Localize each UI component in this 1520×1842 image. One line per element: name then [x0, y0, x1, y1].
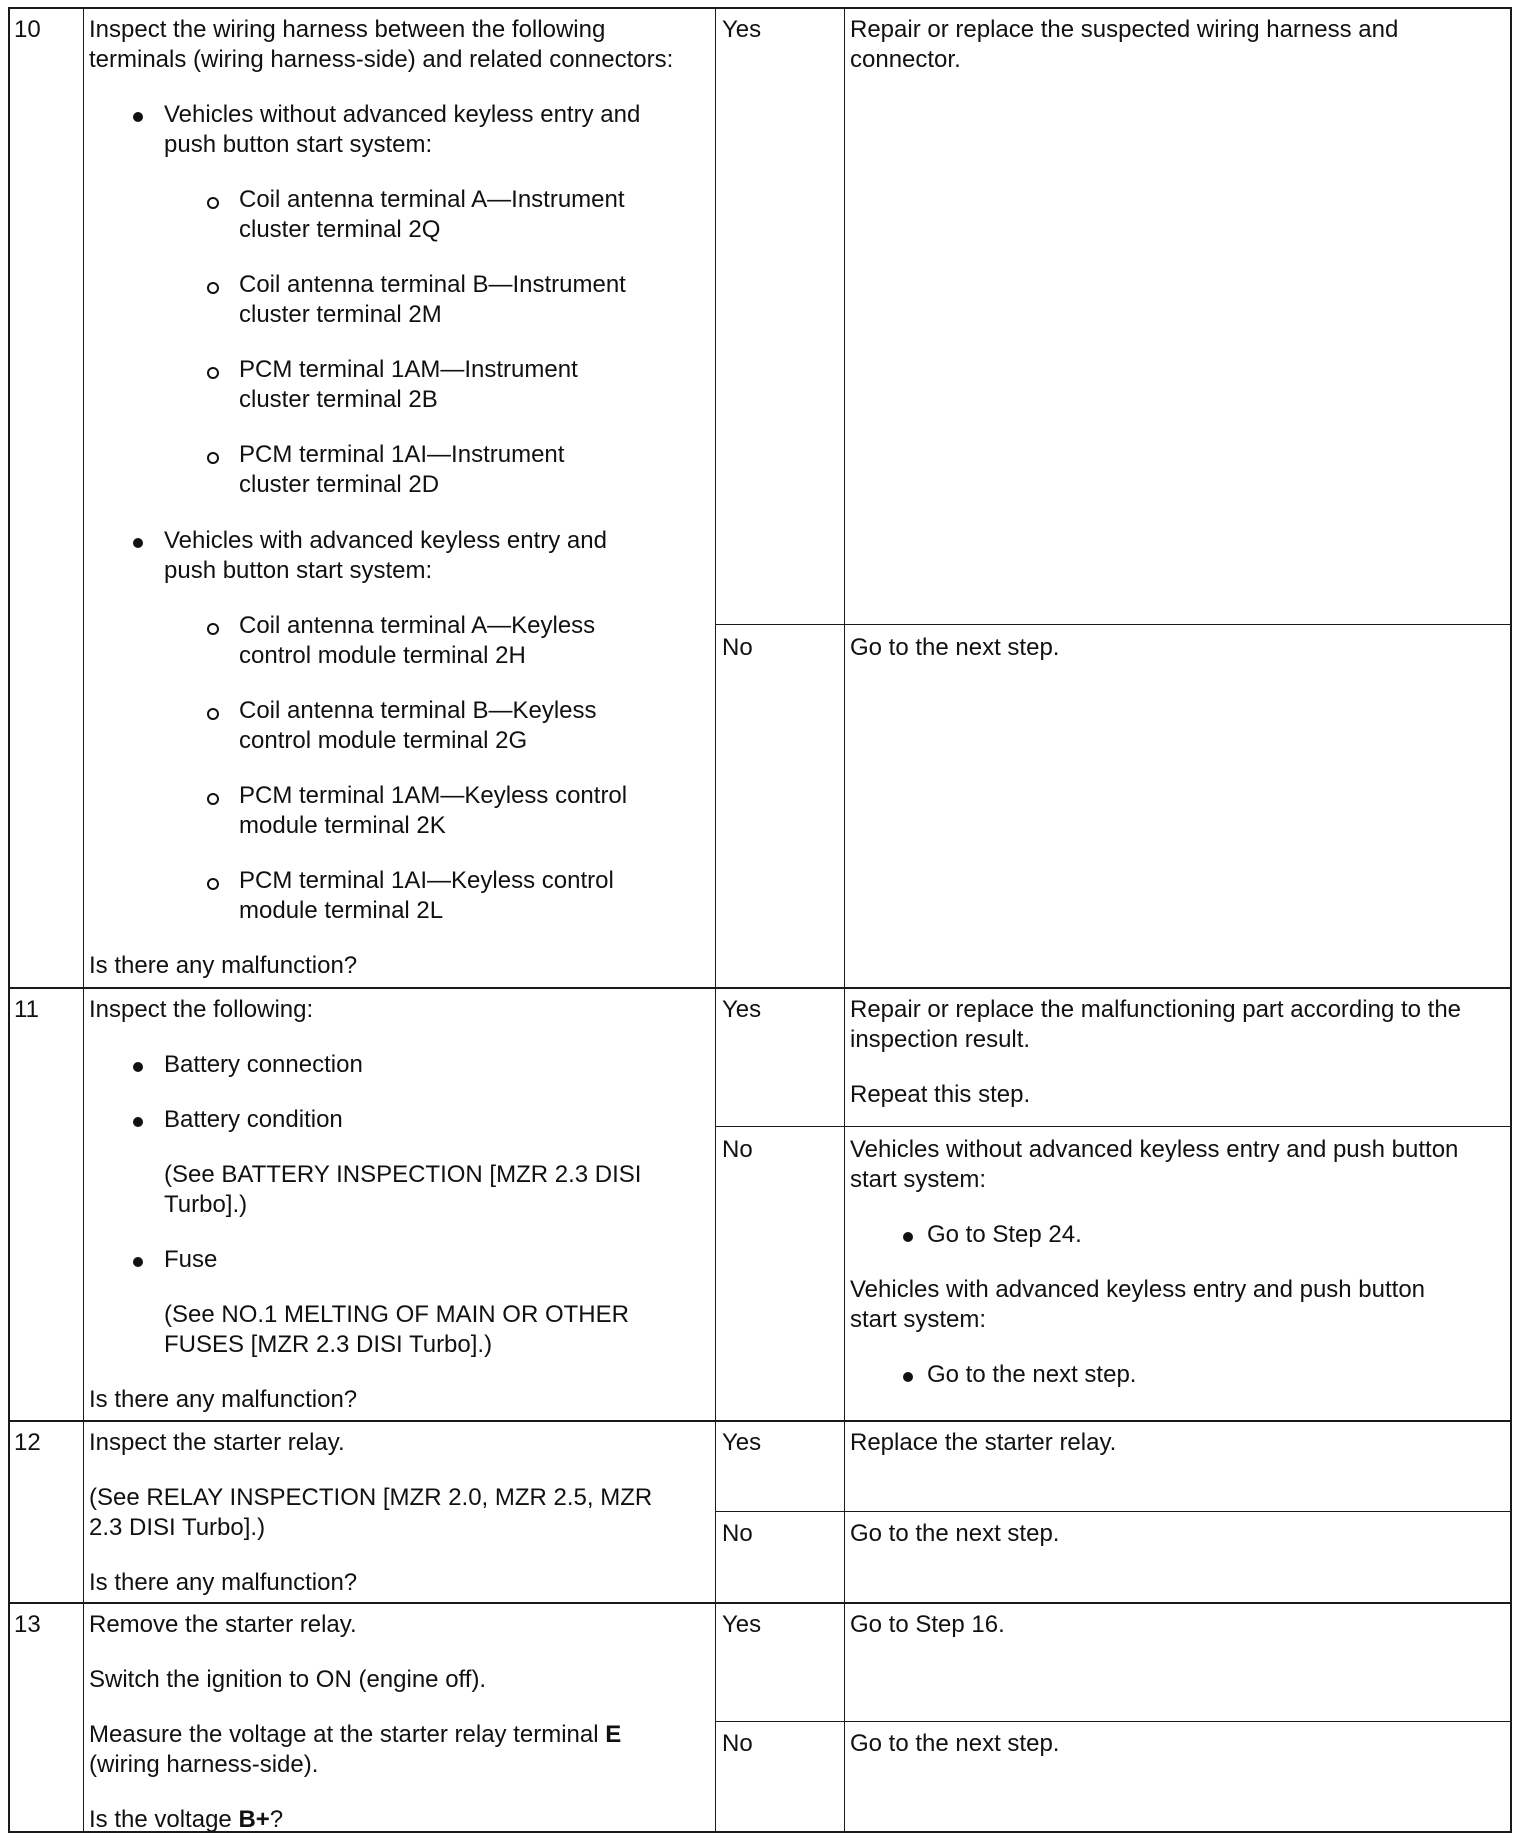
- yes-label: Yes: [722, 16, 762, 43]
- no-action: Go to the next step.: [927, 1361, 1137, 1388]
- inspect-text: Inspect the starter relay.: [89, 1429, 345, 1456]
- step-number: 12: [14, 1429, 41, 1456]
- yes-label: Yes: [722, 1429, 762, 1456]
- question: [89, 1805, 283, 1835]
- question: Is there any malfunction?: [89, 1386, 358, 1413]
- question: Is there any malfunction?: [89, 952, 358, 979]
- row-divider: [10, 1420, 1512, 1422]
- terminal-pair: control module terminal 2H: [239, 642, 526, 669]
- inspect-text-part: Measure the voltage at the starter relay terminal: [89, 1721, 606, 1748]
- group-heading: push button start system:: [164, 131, 433, 158]
- row-divider: [10, 987, 1512, 989]
- circle-bullet-icon: [207, 197, 219, 209]
- no-action: Vehicles without advanced keyless entry and push button: [850, 1136, 1459, 1163]
- reference-text: FUSES [MZR 2.3 DISI Turbo].): [164, 1331, 493, 1358]
- no-action: Go to the next step.: [850, 1730, 1060, 1757]
- terminal-pair: Coil antenna terminal A—Instrument: [239, 186, 625, 213]
- terminal-pair: cluster terminal 2Q: [239, 216, 441, 243]
- no-action: Vehicles with advanced keyless entry and push button: [850, 1276, 1426, 1303]
- terminal-pair: cluster terminal 2B: [239, 386, 438, 413]
- inspect-text: Remove the starter relay.: [89, 1611, 357, 1638]
- inspect-text: [89, 1720, 621, 1750]
- inspect-text: terminals (wiring harness-side) and related connectors:: [89, 46, 674, 73]
- yes-no-divider: [715, 1126, 1512, 1127]
- reference-text: (See RELAY INSPECTION [MZR 2.0, MZR 2.5, MZR: [89, 1484, 653, 1511]
- column-divider: [715, 9, 716, 1833]
- terminal-pair: Coil antenna terminal A—Keyless: [239, 612, 596, 639]
- yes-action: connector.: [850, 46, 961, 73]
- bullet-icon: [903, 1372, 913, 1382]
- diagnostic-table: [8, 7, 1512, 1833]
- circle-bullet-icon: [207, 708, 219, 720]
- inspect-item: Battery condition: [164, 1106, 343, 1133]
- no-label: No: [722, 634, 753, 661]
- reference-text: (See BATTERY INSPECTION [MZR 2.3 DISI: [164, 1161, 642, 1188]
- terminal-pair: PCM terminal 1AM—Instrument: [239, 356, 578, 383]
- group-heading: Vehicles without advanced keyless entry and: [164, 101, 641, 128]
- circle-bullet-icon: [207, 367, 219, 379]
- yes-action: Repair or replace the malfunctioning part according to the: [850, 996, 1462, 1023]
- yes-no-divider: [715, 1511, 1512, 1512]
- no-action: Go to the next step.: [850, 1520, 1060, 1547]
- yes-no-divider: [715, 624, 1512, 625]
- yes-action: inspection result.: [850, 1026, 1031, 1053]
- yes-action: Replace the starter relay.: [850, 1429, 1117, 1456]
- step-number: 11: [14, 996, 39, 1023]
- reference-text: Turbo].): [164, 1191, 248, 1218]
- yes-label: Yes: [722, 996, 762, 1023]
- yes-no-divider: [715, 1721, 1512, 1722]
- terminal-pair: module terminal 2K: [239, 812, 446, 839]
- terminal-pair: cluster terminal 2M: [239, 301, 442, 328]
- question-part: Is the voltage: [89, 1806, 239, 1833]
- no-label: No: [722, 1136, 753, 1163]
- step-number: 10: [14, 16, 41, 43]
- bullet-icon: [133, 1257, 143, 1267]
- no-label: No: [722, 1520, 753, 1547]
- terminal-pair: PCM terminal 1AI—Keyless control: [239, 867, 614, 894]
- reference-text: 2.3 DISI Turbo].): [89, 1514, 266, 1541]
- step-number: 13: [14, 1611, 41, 1638]
- no-action: start system:: [850, 1306, 987, 1333]
- bullet-icon: [903, 1232, 913, 1242]
- group-heading: Vehicles with advanced keyless entry and: [164, 527, 607, 554]
- circle-bullet-icon: [207, 623, 219, 635]
- circle-bullet-icon: [207, 282, 219, 294]
- no-action: Go to Step 24.: [927, 1221, 1082, 1248]
- yes-action: Repeat this step.: [850, 1081, 1031, 1108]
- terminal-pair: Coil antenna terminal B—Instrument: [239, 271, 626, 298]
- circle-bullet-icon: [207, 878, 219, 890]
- no-action: start system:: [850, 1166, 987, 1193]
- bullet-icon: [133, 112, 143, 122]
- inspect-text: Inspect the following:: [89, 996, 314, 1023]
- group-heading: push button start system:: [164, 557, 433, 584]
- terminal-pair: module terminal 2L: [239, 897, 444, 924]
- column-divider: [83, 9, 84, 1833]
- terminal-label: E: [605, 1721, 622, 1748]
- no-label: No: [722, 1730, 753, 1757]
- inspect-text: (wiring harness-side).: [89, 1751, 319, 1778]
- terminal-pair: PCM terminal 1AI—Instrument: [239, 441, 565, 468]
- bullet-icon: [133, 1062, 143, 1072]
- terminal-pair: control module terminal 2G: [239, 727, 528, 754]
- circle-bullet-icon: [207, 793, 219, 805]
- terminal-pair: Coil antenna terminal B—Keyless: [239, 697, 597, 724]
- voltage-label: B+: [238, 1806, 270, 1833]
- inspect-text: Switch the ignition to ON (engine off).: [89, 1666, 487, 1693]
- inspect-text: Inspect the wiring harness between the following: [89, 16, 606, 43]
- inspect-item: Battery connection: [164, 1051, 363, 1078]
- question-part: ?: [269, 1806, 284, 1833]
- column-divider: [844, 9, 845, 1833]
- yes-action: Go to Step 16.: [850, 1611, 1005, 1638]
- no-action: Go to the next step.: [850, 634, 1060, 661]
- inspect-item: Fuse: [164, 1246, 218, 1273]
- row-divider: [10, 1602, 1512, 1604]
- terminal-pair: cluster terminal 2D: [239, 471, 440, 498]
- bullet-icon: [133, 1117, 143, 1127]
- yes-label: Yes: [722, 1611, 762, 1638]
- bullet-icon: [133, 538, 143, 548]
- yes-action: Repair or replace the suspected wiring harness and: [850, 16, 1399, 43]
- question: Is there any malfunction?: [89, 1569, 358, 1596]
- reference-text: (See NO.1 MELTING OF MAIN OR OTHER: [164, 1301, 629, 1328]
- circle-bullet-icon: [207, 452, 219, 464]
- terminal-pair: PCM terminal 1AM—Keyless control: [239, 782, 628, 809]
